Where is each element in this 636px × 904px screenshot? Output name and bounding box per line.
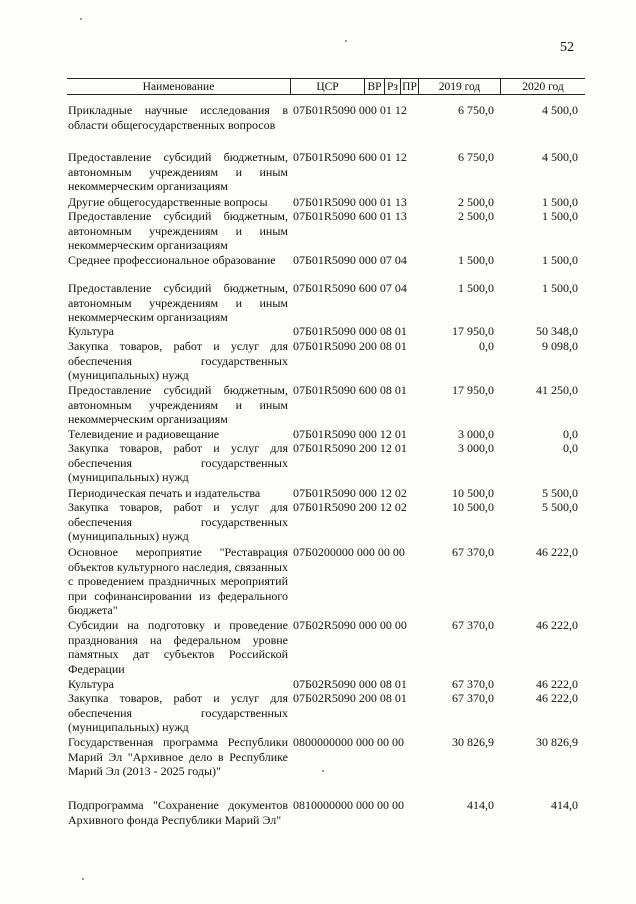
row-code: 07Б01R5090 000 07 04	[293, 253, 407, 267]
row-value-2020: 46 222,0	[536, 618, 578, 632]
row-name: Основное мероприятие "Реставрация объектов культурного наследия, связанных с проведением праздничных мероприятий при софинансировании из федерального бюджета"	[68, 545, 288, 618]
row-name: Прикладные научные исследования в области общегосударственных вопросов	[68, 103, 288, 132]
row-value-2019: 0,0	[479, 339, 494, 353]
row-code: 07Б02R5090 200 08 01	[293, 691, 407, 705]
row-value-2019: 67 370,0	[452, 691, 494, 705]
row-name: Культура	[68, 324, 114, 338]
header-2019: 2019 год	[418, 78, 500, 95]
row-value-2020: 30 826,9	[536, 735, 578, 749]
row-code: 07Б01R5090 000 01 13	[293, 195, 407, 209]
row-name: Закупка товаров, работ и услуг для обеспечения государственных (муниципальных) нужд	[68, 441, 288, 485]
row-value-2019: 10 500,0	[452, 500, 494, 514]
row-code: 07Б0200000 000 00 00	[293, 545, 405, 559]
table-header	[67, 78, 585, 95]
row-value-2019: 3 000,0	[458, 427, 494, 441]
row-code: 0800000000 000 00 00	[293, 735, 404, 749]
header-csr: ЦСР	[290, 78, 364, 95]
row-code: 07Б01R5090 000 08 01	[293, 324, 407, 338]
row-name: Другие общегосударственные вопросы	[68, 195, 268, 209]
row-value-2019: 1 500,0	[458, 253, 494, 267]
scan-speck	[345, 40, 347, 42]
scan-speck	[80, 18, 82, 20]
row-code: 07Б01R5090 200 08 01	[293, 339, 407, 353]
row-code: 07Б02R5090 000 00 00	[293, 618, 407, 632]
row-code: 0810000000 000 00 00	[293, 798, 404, 812]
row-code: 07Б01R5090 000 12 01	[293, 427, 407, 441]
row-value-2020: 9 098,0	[542, 339, 578, 353]
row-value-2020: 0,0	[563, 441, 578, 455]
header-2020: 2020 год	[500, 78, 585, 95]
row-name: Подпрограмма "Сохранение документов Архивного фонда Республики Марий Эл"	[68, 798, 288, 827]
row-code: 07Б01R5090 600 01 12	[293, 150, 407, 164]
row-name: Предоставление субсидий бюджетным, автономным учреждениям и иным некоммерческим организациям	[68, 209, 288, 253]
row-value-2020: 414,0	[551, 798, 578, 812]
row-code: 07Б01R5090 600 01 13	[293, 209, 407, 223]
row-value-2020: 46 222,0	[536, 545, 578, 559]
row-value-2020: 4 500,0	[542, 150, 578, 164]
row-value-2020: 5 500,0	[542, 486, 578, 500]
row-name: Предоставление субсидий бюджетным, автономным учреждениям и иным некоммерческим организациям	[68, 383, 288, 427]
row-value-2020: 1 500,0	[542, 195, 578, 209]
row-value-2019: 414,0	[467, 798, 494, 812]
row-value-2019: 17 950,0	[452, 324, 494, 338]
row-name: Телевидение и радиовещание	[68, 427, 220, 441]
row-name: Периодическая печать и издательства	[68, 486, 261, 500]
row-value-2020: 41 250,0	[536, 383, 578, 397]
row-value-2019: 67 370,0	[452, 545, 494, 559]
row-value-2019: 67 370,0	[452, 618, 494, 632]
row-value-2020: 46 222,0	[536, 691, 578, 705]
row-value-2019: 2 500,0	[458, 195, 494, 209]
row-value-2020: 0,0	[563, 427, 578, 441]
row-name: Субсидии на подготовку и проведение празднования на федеральном уровне памятных дат субъектов Российской Федерации	[68, 618, 288, 676]
row-code: 07Б01R5090 600 08 01	[293, 383, 407, 397]
row-value-2019: 3 000,0	[458, 441, 494, 455]
scan-speck	[322, 770, 324, 772]
row-code: 07Б01R5090 200 12 01	[293, 441, 407, 455]
row-name: Закупка товаров, работ и услуг для обеспечения государственных (муниципальных) нужд	[68, 500, 288, 544]
row-code: 07Б01R5090 000 12 02	[293, 486, 407, 500]
row-value-2019: 1 500,0	[458, 281, 494, 295]
row-name: Культура	[68, 677, 114, 691]
row-value-2020: 1 500,0	[542, 253, 578, 267]
row-value-2020: 4 500,0	[542, 103, 578, 117]
row-code: 07Б01R5090 600 07 04	[293, 281, 407, 295]
header-name: Наименование	[67, 78, 290, 95]
row-name: Государственная программа Республики Марий Эл "Архивное дело в Республике Марий Эл (2013 - 2025 годы)"	[68, 735, 288, 779]
row-code: 07Б01R5090 000 01 12	[293, 103, 407, 117]
header-pr: ПР	[400, 78, 418, 95]
header-vr: ВР	[364, 78, 384, 95]
row-value-2019: 2 500,0	[458, 209, 494, 223]
row-name: Предоставление субсидий бюджетным, автономным учреждениям и иным некоммерческим организациям	[68, 150, 288, 194]
row-value-2019: 30 826,9	[452, 735, 494, 749]
row-value-2019: 6 750,0	[458, 150, 494, 164]
row-value-2020: 1 500,0	[542, 281, 578, 295]
row-name: Предоставление субсидий бюджетным, автономным учреждениям и иным некоммерческим организациям	[68, 281, 288, 325]
row-code: 07Б01R5090 200 12 02	[293, 500, 407, 514]
row-value-2019: 67 370,0	[452, 677, 494, 691]
row-name: Закупка товаров, работ и услуг для обеспечения государственных (муниципальных) нужд	[68, 691, 288, 735]
row-value-2020: 50 348,0	[536, 324, 578, 338]
row-value-2019: 17 950,0	[452, 383, 494, 397]
row-value-2020: 46 222,0	[536, 677, 578, 691]
row-name: Среднее профессиональное образование	[68, 253, 276, 267]
row-value-2020: 5 500,0	[542, 500, 578, 514]
scan-speck	[82, 878, 84, 880]
row-value-2020: 1 500,0	[542, 209, 578, 223]
row-value-2019: 6 750,0	[458, 103, 494, 117]
row-code: 07Б02R5090 000 08 01	[293, 677, 407, 691]
row-value-2019: 10 500,0	[452, 486, 494, 500]
header-rz: Рз	[384, 78, 400, 95]
page-number: 52	[560, 40, 574, 55]
row-name: Закупка товаров, работ и услуг для обеспечения государственных (муниципальных) нужд	[68, 339, 288, 383]
